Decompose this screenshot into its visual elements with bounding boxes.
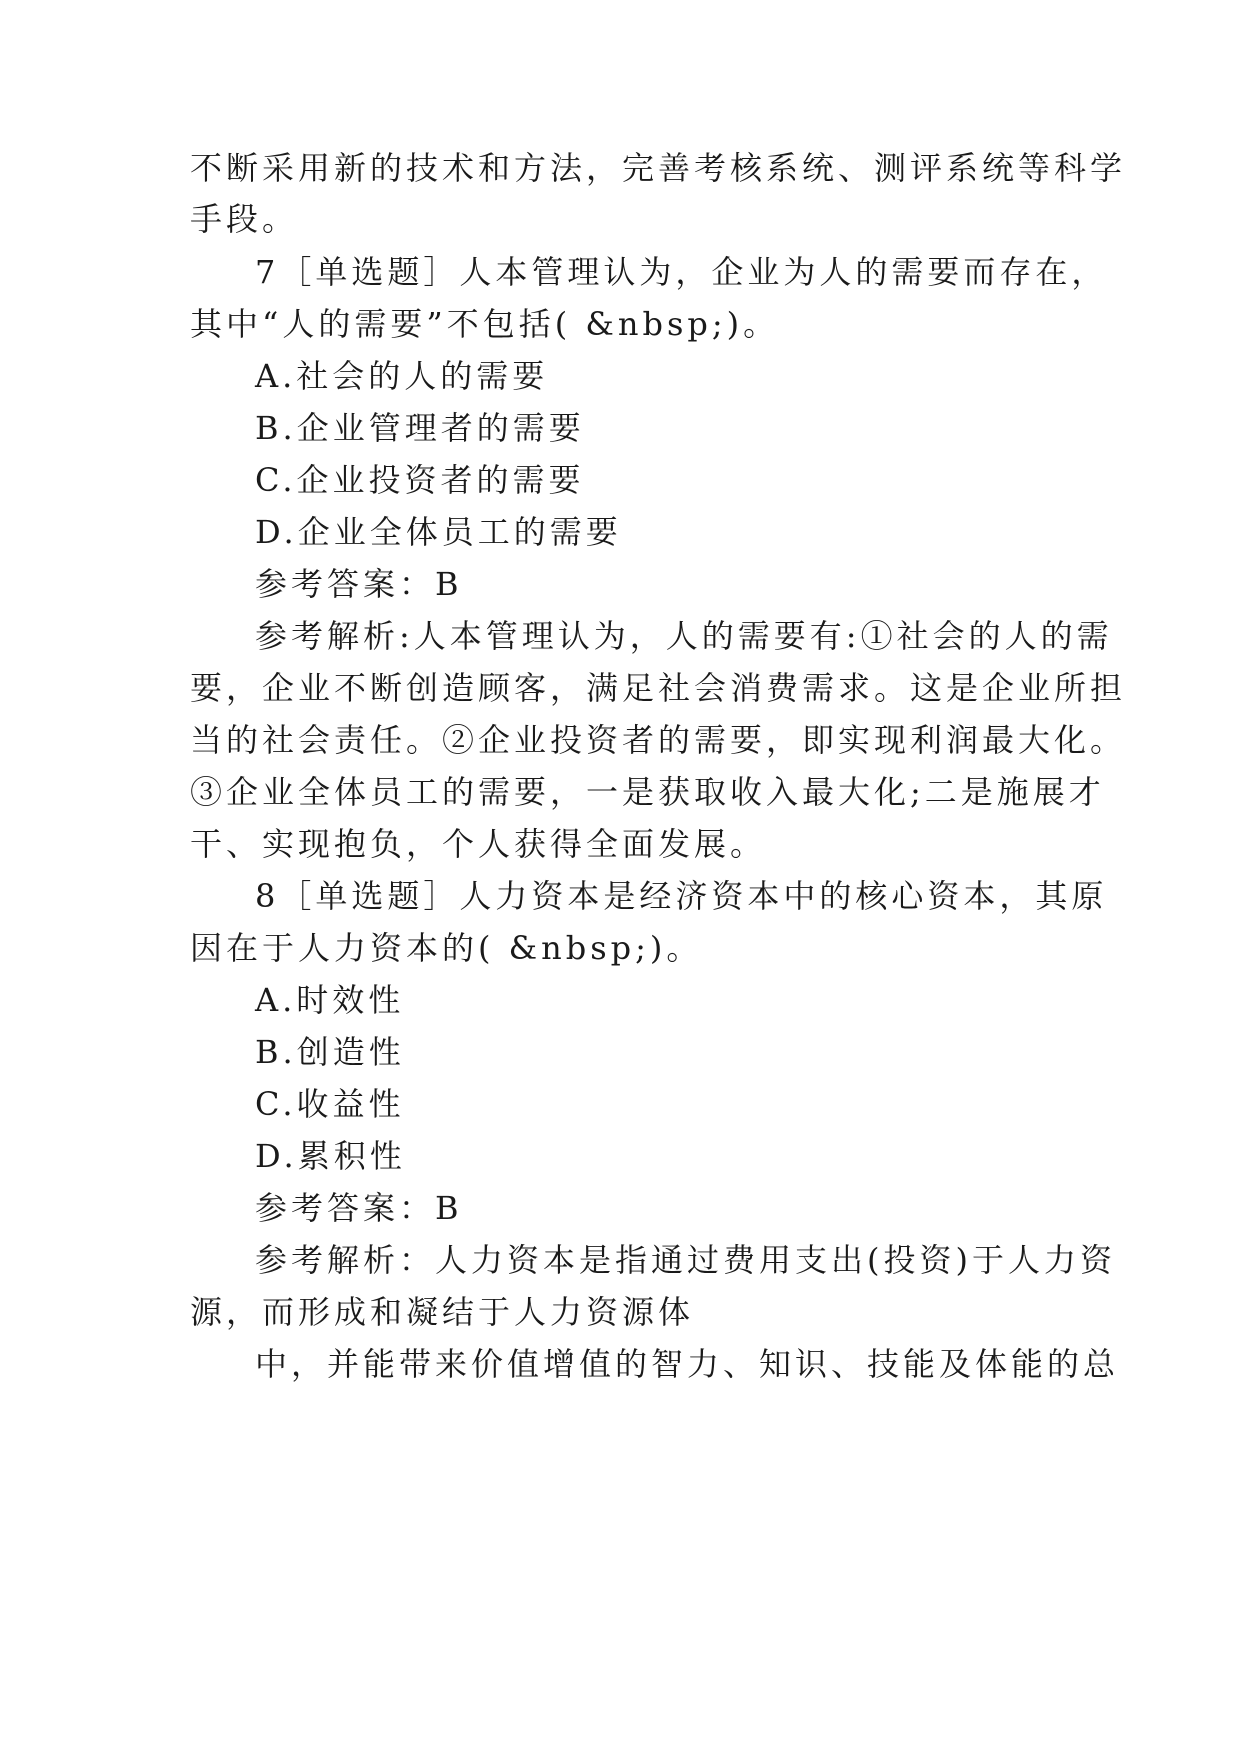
question-8-option-d: D.累积性 xyxy=(255,1137,406,1175)
question-7-analysis: ③企业全体员工的需要，一是获取收入最大化;二是施展才 xyxy=(190,773,1105,811)
paragraph-line: 不断采用新的技术和方法，完善考核系统、测评系统等科学 xyxy=(190,149,1127,187)
question-8-option-b: B.创造性 xyxy=(255,1033,405,1071)
question-7-stem: 其中“人的需要”不包括( &nbsp;)。 xyxy=(190,305,780,343)
question-8-option-c: C.收益性 xyxy=(255,1085,405,1123)
question-8-stem: 8［单选题］人力资本是经济资本中的核心资本，其原 xyxy=(255,877,1108,915)
question-7-option-c: C.企业投资者的需要 xyxy=(255,461,585,499)
question-7-answer: 参考答案：B xyxy=(255,565,463,603)
paragraph-line: 手段。 xyxy=(190,200,299,238)
question-7-analysis: 要，企业不断创造顾客，满足社会消费需求。这是企业所担 xyxy=(190,669,1127,707)
question-7-analysis: 当的社会责任。②企业投资者的需要，即实现利润最大化。 xyxy=(190,721,1127,759)
question-7-analysis: 干、实现抱负，个人获得全面发展。 xyxy=(190,825,767,863)
question-8-answer: 参考答案：B xyxy=(255,1189,463,1227)
question-7-option-a: A.社会的人的需要 xyxy=(255,357,549,395)
question-7-stem: 7［单选题］人本管理认为，企业为人的需要而存在， xyxy=(255,253,1108,291)
question-8-analysis: 中，并能带来价值增值的智力、知识、技能及体能的总 xyxy=(255,1345,1120,1383)
question-8-analysis: 源，而形成和凝结于人力资源体 xyxy=(190,1293,695,1331)
question-7-option-d: D.企业全体员工的需要 xyxy=(255,513,622,551)
question-8-analysis: 参考解析：人力资本是指通过费用支出(投资)于人力资 xyxy=(255,1241,1116,1279)
question-7-analysis: 参考解析:人本管理认为，人的需要有:①社会的人的需 xyxy=(255,617,1113,655)
question-8-option-a: A.时效性 xyxy=(255,981,405,1019)
question-7-option-b: B.企业管理者的需要 xyxy=(255,409,585,447)
question-8-stem: 因在于人力资本的( &nbsp;)。 xyxy=(190,929,703,967)
